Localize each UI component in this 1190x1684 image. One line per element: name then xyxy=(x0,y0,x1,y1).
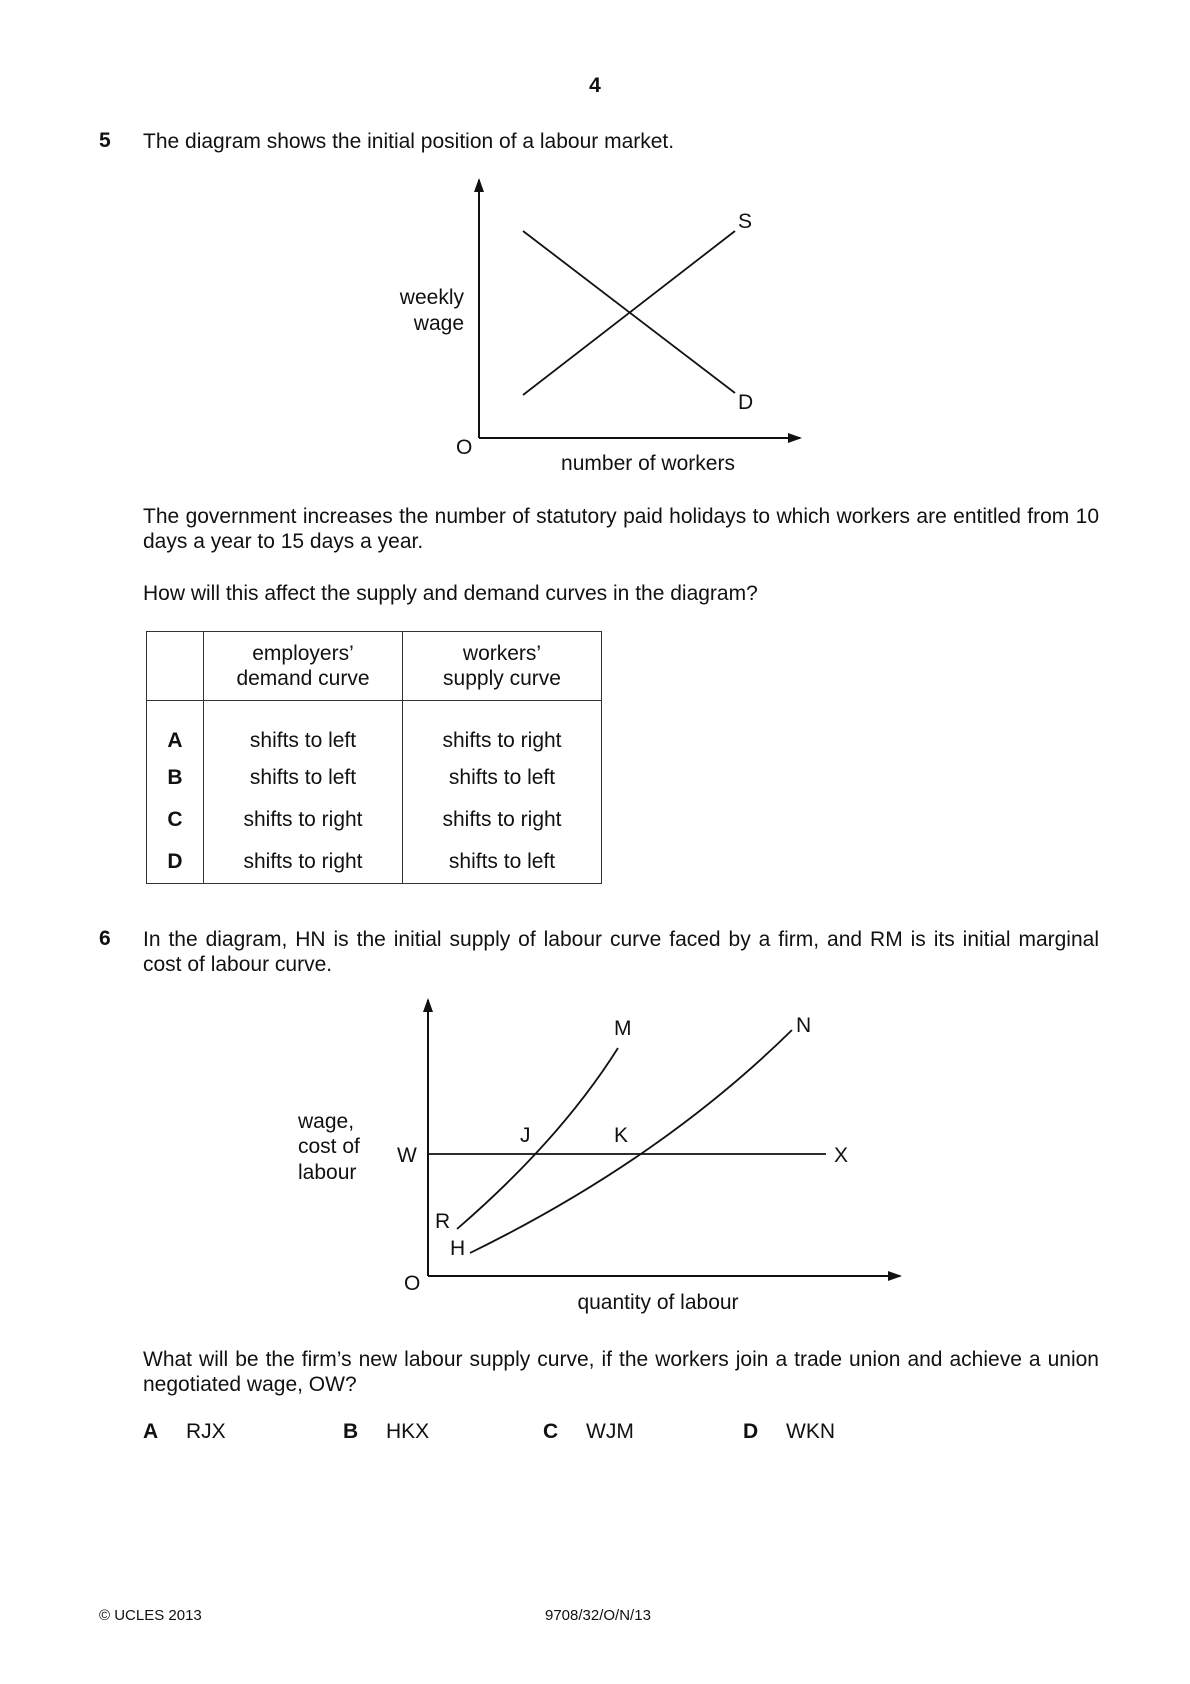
answer-letter: C xyxy=(543,1420,559,1443)
option-demand: shifts to right xyxy=(204,841,403,884)
header-supply-line1: workers’ xyxy=(462,642,542,665)
option-supply: shifts to right xyxy=(403,799,602,841)
footer-copyright: © UCLES 2013 xyxy=(99,1607,202,1624)
question-5-intro: The diagram shows the initial position of a labour market. xyxy=(143,130,675,153)
table-header-empty xyxy=(147,632,204,701)
y-axis-label-line1: weekly xyxy=(399,286,464,309)
table-header-row xyxy=(147,632,602,701)
option-supply: shifts to left xyxy=(403,757,602,799)
labour-market-diagram xyxy=(0,0,1190,480)
footer-paper-code: 9708/32/O/N/13 xyxy=(545,1607,651,1624)
origin-label: O xyxy=(404,1272,421,1295)
table-row xyxy=(147,757,602,799)
question-6-intro: In the diagram, HN is the initial supply of labour curve faced by a firm, and RM is its initial marginal cost of labour curve. xyxy=(143,928,1099,976)
origin-label: O xyxy=(456,436,473,459)
answer-letter: D xyxy=(743,1420,759,1443)
answer-text: HKX xyxy=(386,1420,430,1443)
option-letter: A xyxy=(147,701,204,758)
question-5-context: The government increases the number of statutory paid holidays to which workers are entitled from 10 days a year to 15 days a year. xyxy=(143,505,1099,553)
table-header-demand xyxy=(204,632,403,701)
page-number: 4 xyxy=(589,74,601,97)
question-6-question: What will be the firm’s new labour supply curve, if the workers join a trade union and achieve a union negotiated wage, OW? xyxy=(143,1348,1099,1396)
header-demand-line2: demand curve xyxy=(236,667,370,690)
answer-text: RJX xyxy=(186,1420,226,1443)
y-axis-label-line3: labour xyxy=(298,1161,357,1184)
table-row xyxy=(147,701,602,758)
options-table xyxy=(146,631,602,884)
option-demand: shifts to left xyxy=(204,757,403,799)
label-N: N xyxy=(796,1014,812,1037)
answer-text: WJM xyxy=(586,1420,634,1443)
supply-label: S xyxy=(738,210,753,233)
option-supply: shifts to left xyxy=(403,841,602,884)
answer-letter: A xyxy=(143,1420,159,1443)
y-axis-label-line2: cost of xyxy=(298,1135,360,1158)
table-row xyxy=(147,799,602,841)
label-H: H xyxy=(450,1237,466,1260)
answer-text: WKN xyxy=(786,1420,835,1443)
label-R: R xyxy=(435,1210,451,1233)
supply-curve-HN xyxy=(470,1030,792,1253)
header-demand-line1: employers’ xyxy=(252,642,354,665)
marginal-cost-curve-RM xyxy=(457,1048,618,1229)
label-W: W xyxy=(397,1144,417,1167)
monopsony-diagram xyxy=(0,980,1190,1320)
option-demand: shifts to right xyxy=(204,799,403,841)
demand-label: D xyxy=(738,391,754,414)
y-axis-label-line1: wage, xyxy=(298,1110,355,1133)
table-header-supply xyxy=(403,632,602,701)
option-letter: B xyxy=(147,757,204,799)
label-K: K xyxy=(614,1124,629,1147)
question-6-number: 6 xyxy=(99,927,111,950)
label-J: J xyxy=(520,1124,531,1147)
option-letter: C xyxy=(147,799,204,841)
question-5-number: 5 xyxy=(99,129,111,152)
label-M: M xyxy=(614,1017,632,1040)
answer-letter: B xyxy=(343,1420,359,1443)
table-row xyxy=(147,841,602,884)
y-axis-label-line2: wage xyxy=(413,312,464,335)
header-supply-line2: supply curve xyxy=(443,667,561,690)
x-axis-label: quantity of labour xyxy=(577,1291,739,1314)
question-5-question: How will this affect the supply and demand curves in the diagram? xyxy=(143,582,758,605)
option-supply: shifts to right xyxy=(403,701,602,758)
x-axis-label: number of workers xyxy=(561,452,735,475)
label-X: X xyxy=(834,1144,849,1167)
option-demand: shifts to left xyxy=(204,701,403,758)
option-letter: D xyxy=(147,841,204,884)
